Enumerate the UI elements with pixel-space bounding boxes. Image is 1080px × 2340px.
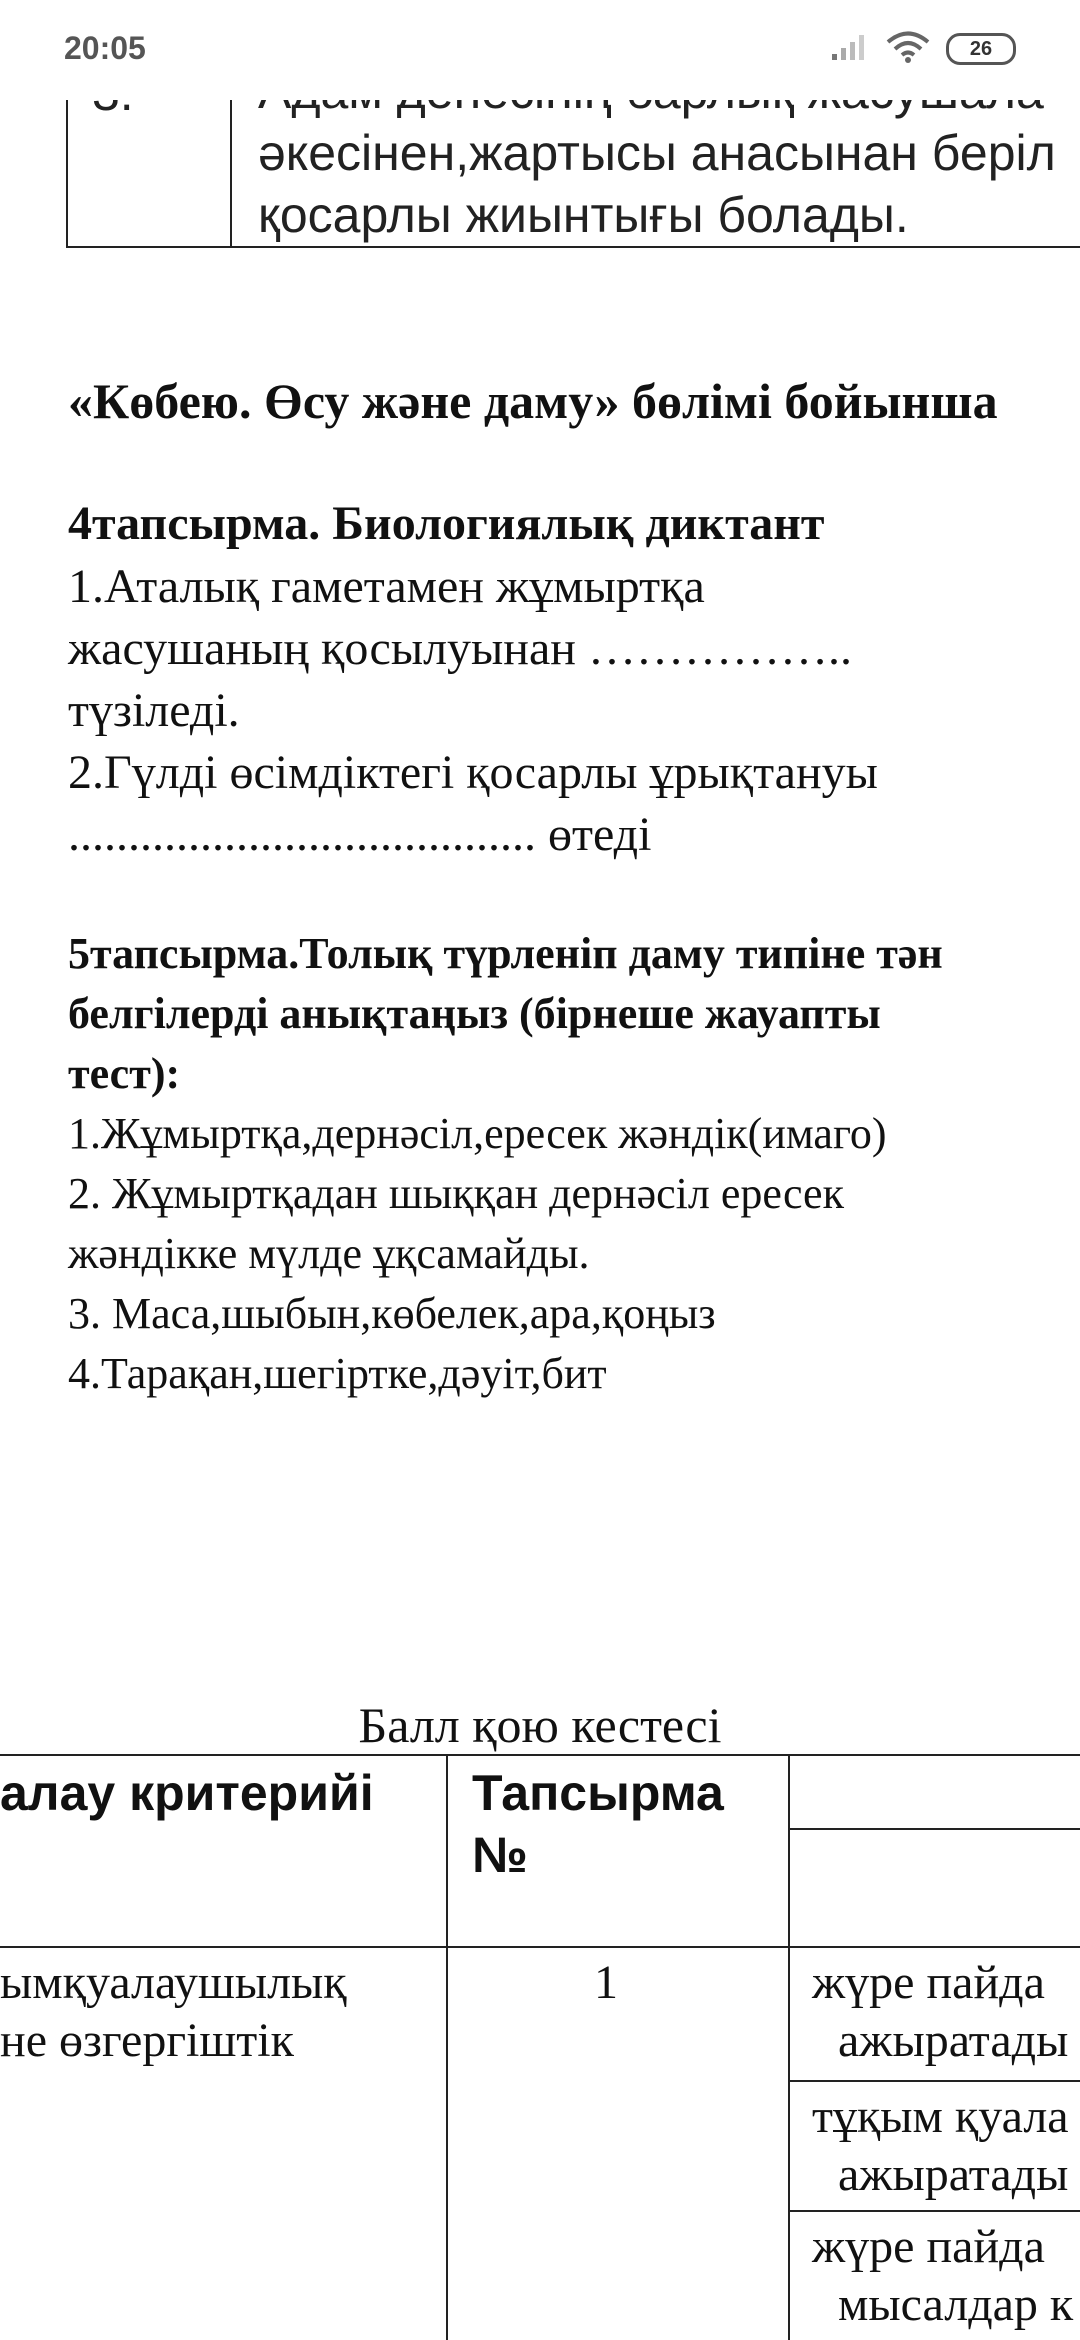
task5-title-line: белгілерді анықтаңыз (бірнеше жауапты [68,989,881,1038]
table-border [0,1754,1080,1756]
section-heading: «Көбею. Өсу және даму» бөлімі бойынша [68,373,998,429]
row-criteria [0,1954,347,2070]
task5-option: 4.Тарақан,шегіртке,дәуіт,бит [68,1349,607,1398]
task4-body [68,556,878,866]
task4-line: 2.Гүлді өсімдіктегі қосарлы ұрықтануы [68,746,878,799]
task5-option: 3. Маса,шыбын,көбелек,ара,қоңыз [68,1289,716,1338]
descriptor-line: ажыратады [838,2014,1069,2067]
row-text-line: қосарлы жиынтығы болады. [258,187,909,243]
table-border [788,1754,790,2340]
descriptor-cell [812,1954,1068,2070]
descriptor-line: мысалдар к [838,2278,1074,2331]
descriptor-line: жүре пайда [812,2220,1045,2273]
wifi-icon [886,31,930,68]
battery-icon: 26 [946,33,1016,65]
table-border [0,1946,1080,1948]
task4-title: 4тапсырма. Биологиялық диктант [68,497,825,550]
row-text-line: әкесінен,жартысы анасынан беріл [258,125,1056,181]
criteria-line: ымқуалаушылық [0,1956,347,2009]
header-criteria: алау критерийі [0,1765,374,1821]
task5-title [68,924,943,1104]
task4-line: 1.Аталық гаметамен жұмыртқа [68,560,705,613]
task4-line: ....................................... өтеді [68,808,652,861]
table-border [790,2080,1080,2082]
header-number-sign: № [472,1827,528,1883]
header-task-number [472,1762,724,1886]
header-task-label: Тапсырма [472,1765,724,1821]
table-border [790,1828,1080,1830]
task5-option: 1.Жұмыртқа,дернәсіл,ересек жәндік(имаго) [68,1109,887,1158]
table-border [790,2210,1080,2212]
status-icons [830,32,1016,66]
descriptor-line: ажыратады [838,2148,1069,2201]
criteria-line: не өзгергіштік [0,2014,294,2067]
score-table-title: Балл қою кестесі [358,1697,722,1753]
descriptor-cell [812,2088,1069,2204]
task5-option: 2. Жұмыртқадан шыққан дернәсіл ересек [68,1169,844,1218]
task5-title-line: тест): [68,1049,181,1098]
task4-line: жасушаның қосылуынан …………….. [68,622,852,675]
status-time: 20:05 [64,30,146,66]
table-border [446,1754,448,2340]
row-task-number: 1 [594,1956,618,2009]
status-bar [0,0,1080,100]
task4-line: түзіледі. [68,684,240,737]
task5-body [68,1104,887,1404]
descriptor-line: тұқым қуала [812,2090,1069,2143]
task5-title-line: 5тапсырма.Толық түрленіп даму типіне тән [68,929,943,978]
descriptor-line: жүре пайда [812,1956,1045,2009]
descriptor-cell [812,2218,1073,2334]
signal-icon [830,32,870,67]
task5-option: жәндікке мүлде ұқсамайды. [68,1229,590,1278]
